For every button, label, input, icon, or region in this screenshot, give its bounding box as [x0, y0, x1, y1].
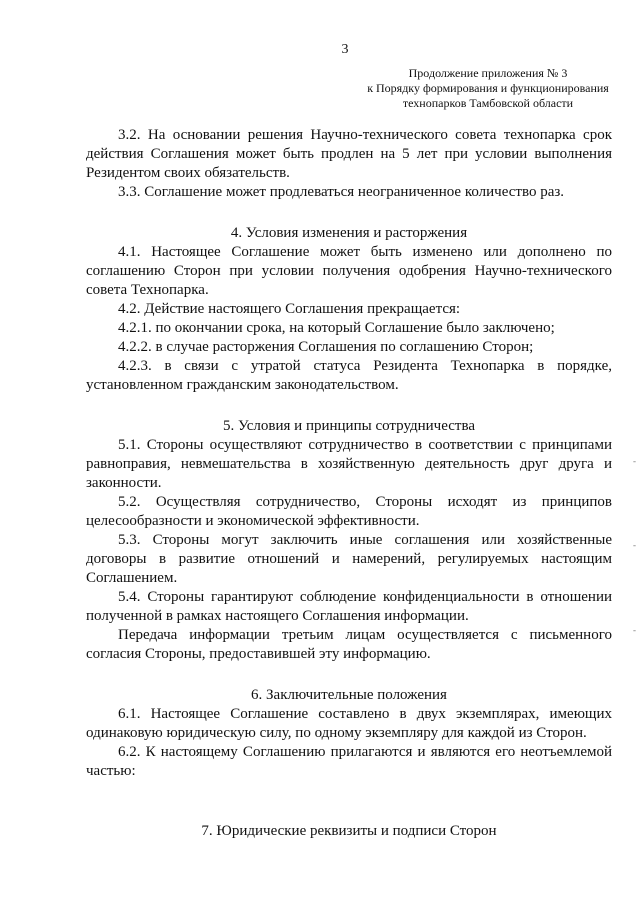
paragraph-4-2: 4.2. Действие настоящего Соглашения прекращается:	[118, 301, 461, 317]
paragraph-3-2: 3.2. На основании решения Научно-технического совета технопарка срок действия Соглашения может быть продлен на 5 лет при условии выполнения Резидентом своих обязательств.	[86, 127, 612, 181]
paragraph-4-1: 4.1. Настоящее Соглашение может быть изменено или дополнено по соглашению Сторон при условии получения одобрения Научно-технического совета Технопарка.	[86, 244, 612, 298]
header-line: к Порядку формирования и функционирования	[367, 81, 609, 95]
section-heading-5: 5. Условия и принципы сотрудничества	[222, 418, 476, 434]
margin-mark: -	[633, 625, 636, 635]
paragraph-5-4-continued: Передача информации третьим лицам осуществляется с письменного согласия Стороны, предоставившей эту информацию.	[86, 627, 612, 662]
paragraph-4-2-3: 4.2.3. в связи с утратой статуса Резидента Технопарка в порядке, установленном гражданским законодательством.	[86, 358, 612, 393]
section-heading-6: 6. Заключительные положения	[251, 687, 447, 703]
appendix-header	[358, 66, 618, 111]
paragraph-4-2-2: 4.2.2. в случае расторжения Соглашения по соглашению Сторон;	[118, 339, 534, 355]
margin-mark: -	[633, 456, 636, 466]
section-heading-7: 7. Юридические реквизиты и подписи Сторон	[201, 823, 497, 839]
header-line: Продолжение приложения № 3	[408, 66, 568, 80]
paragraph-6-1: 6.1. Настоящее Соглашение составлено в двух экземплярах, имеющих одинаковую юридическую силу, по одному экземпляру для каждой из Сторон.	[86, 706, 612, 741]
page-number: 3	[341, 42, 349, 57]
paragraph-5-3: 5.3. Стороны могут заключить иные соглашения или хозяйственные договоры в развитие отношений и намерений, регулируемых настоящим Соглашением.	[86, 532, 612, 586]
document-body	[86, 126, 612, 841]
paragraph-5-4: 5.4. Стороны гарантируют соблюдение конфиденциальности в отношении полученной в рамках настоящего Соглашения информации.	[86, 589, 612, 624]
paragraph-5-1: 5.1. Стороны осуществляют сотрудничество в соответствии с принципами равноправия, невмешательства в хозяйственную деятельность друг друга и законности.	[86, 437, 612, 491]
paragraph-5-2: 5.2. Осуществляя сотрудничество, Стороны исходят из принципов целесообразности и экономической эффективности.	[86, 494, 612, 529]
margin-mark: -	[633, 540, 636, 550]
paragraph-6-2: 6.2. К настоящему Соглашению прилагаются и являются его неотъемлемой частью:	[86, 744, 612, 779]
header-line: технопарков Тамбовской области	[402, 96, 574, 110]
section-heading-4: 4. Условия изменения и расторжения	[230, 225, 468, 241]
paragraph-4-2-1: 4.2.1. по окончании срока, на который Соглашение было заключено;	[118, 320, 555, 336]
paragraph-3-3: 3.3. Соглашение может продлеваться неограниченное количество раз.	[118, 184, 565, 200]
